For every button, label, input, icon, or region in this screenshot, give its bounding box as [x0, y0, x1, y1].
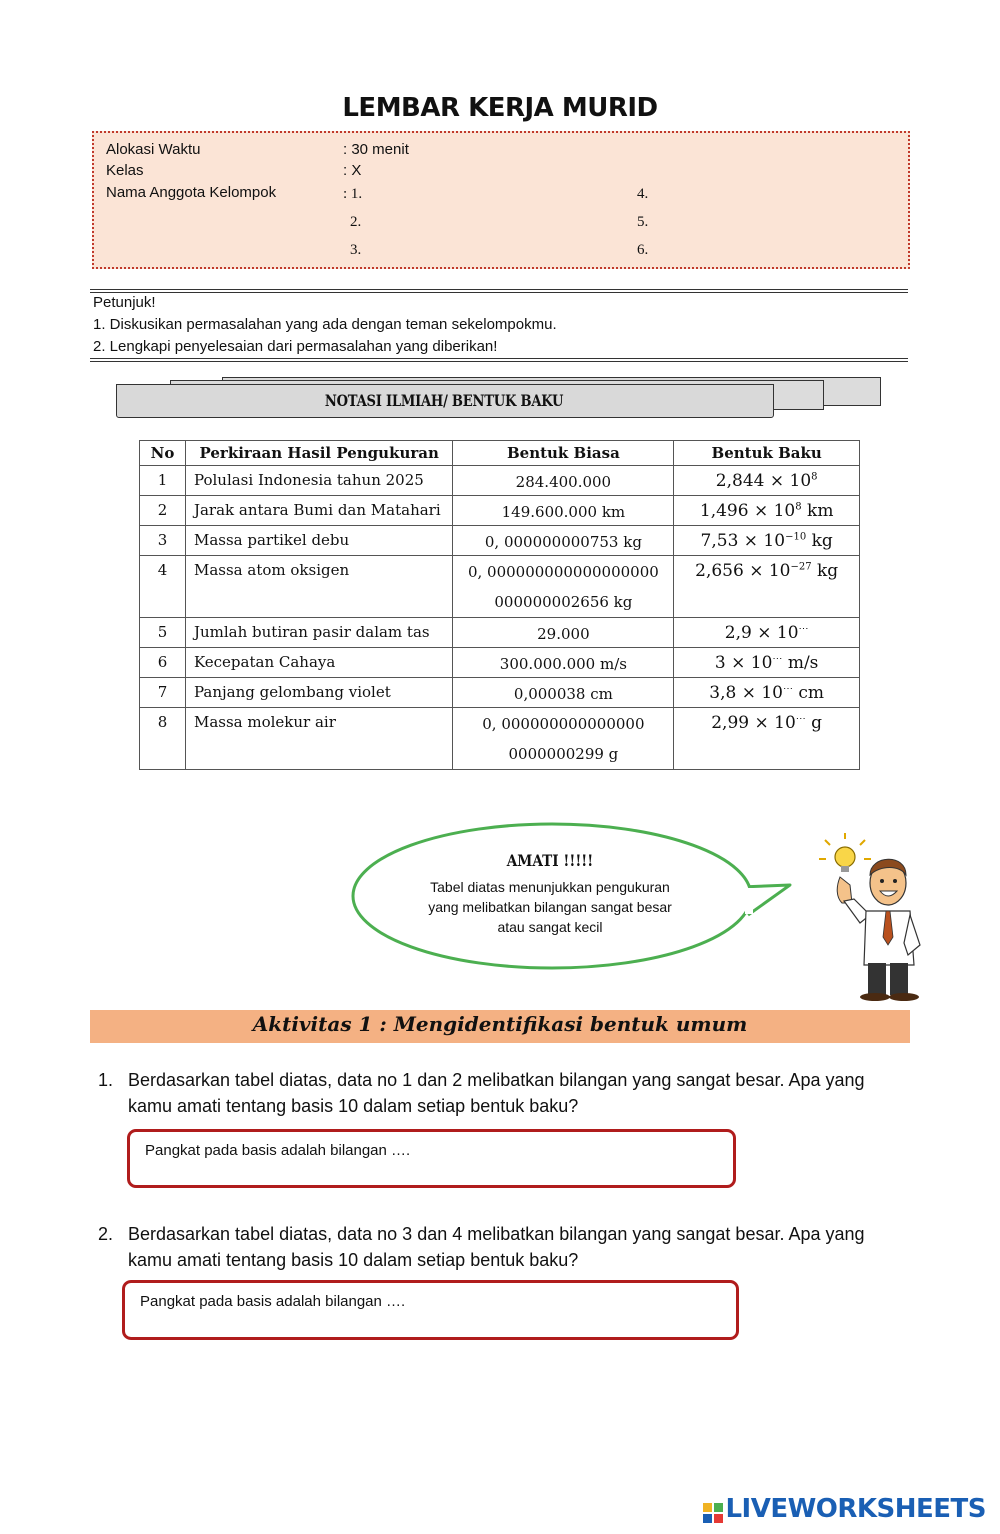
cell-ordinary-form [453, 708, 674, 770]
activity-title: Aktivitas 1 : Mengidentifikasi bentuk umum [252, 1012, 748, 1036]
member-3[interactable]: 3. [350, 242, 362, 258]
standard-base: 2,844 × 10 [715, 471, 812, 491]
notation-table [139, 440, 860, 770]
standard-unit: cm [793, 683, 825, 703]
table-row [140, 618, 860, 648]
header-no: No [140, 441, 186, 466]
header-standard-form: Bentuk Baku [674, 441, 860, 466]
standard-base: 7,53 × 10 [700, 531, 786, 551]
standard-unit: g [805, 713, 823, 733]
cell-standard-form [674, 496, 860, 526]
cell-standard-form [674, 648, 860, 678]
member-6[interactable]: 6. [637, 242, 649, 258]
members-label: Nama Anggota Kelompok [106, 184, 277, 201]
divider [90, 289, 908, 290]
cell-no: 2 [140, 496, 186, 526]
cell-ordinary-form [453, 648, 674, 678]
page-title: LEMBAR KERJA MURID [342, 93, 658, 123]
ordinary-form-line: 000000002656 kg [494, 593, 633, 611]
standard-base: 3,8 × 10 [709, 683, 783, 703]
cell-ordinary-form [453, 526, 674, 556]
time-label: Alokasi Waktu [106, 141, 201, 158]
cell-measurement: Panjang gelombang violet [185, 678, 452, 708]
class-label: Kelas [106, 162, 144, 179]
divider [90, 358, 908, 359]
ordinary-form-line: 0, 000000000000000 [482, 715, 645, 733]
standard-exponent[interactable]: ⋯ [795, 713, 806, 725]
table-header-row [140, 441, 860, 466]
cell-ordinary-form [453, 556, 674, 618]
table-row [140, 526, 860, 556]
ordinary-form-line: 284.400.000 [515, 473, 612, 491]
instructions-heading: Petunjuk! [93, 294, 156, 311]
footer-logo[interactable] [703, 1494, 986, 1524]
question-number: 1. [98, 1070, 114, 1090]
ordinary-form-line: 0, 000000000753 kg [484, 533, 642, 551]
standard-exponent[interactable]: ⋯ [772, 653, 783, 665]
ordinary-form-line: 29.000 [537, 625, 590, 643]
standard-unit: kg [806, 531, 833, 551]
cell-no: 1 [140, 466, 186, 496]
cell-measurement: Massa partikel debu [185, 526, 452, 556]
standard-exponent[interactable]: 8 [811, 471, 818, 483]
thinking-man-icon [800, 815, 935, 1005]
lightbulb-icon [819, 833, 871, 872]
answer-box-2[interactable] [122, 1280, 739, 1340]
bubble-text: Tabel diatas menunjukkan pengukuran yang melibatkan bilangan sangat besar atau sangat kecil [428, 879, 672, 935]
cell-no: 7 [140, 678, 186, 708]
ordinary-form-line: 0,000038 cm [513, 685, 613, 703]
member-2[interactable]: 2. [350, 214, 362, 230]
standard-base: 2,9 × 10 [724, 623, 799, 643]
cell-measurement: Polulasi Indonesia tahun 2025 [185, 466, 452, 496]
table-row [140, 496, 860, 526]
cell-no: 4 [140, 556, 186, 618]
header-measurement: Perkiraan Hasil Pengukuran [185, 441, 452, 466]
standard-base: 1,496 × 10 [699, 501, 796, 521]
ordinary-form-line: 300.000.000 m/s [499, 655, 627, 673]
divider [90, 292, 908, 293]
instruction-item: 1. Diskusikan permasalahan yang ada dengan teman sekelompokmu. [93, 316, 557, 333]
table-row [140, 708, 860, 770]
member-4[interactable]: 4. [637, 186, 649, 202]
answer-prompt: Pangkat pada basis adalah bilangan …. [145, 1142, 411, 1159]
question-number: 2. [98, 1224, 114, 1244]
question-text: Berdasarkan tabel diatas, data no 3 dan 4 melibatkan bilangan yang sangat besar. Apa yang kamu amati tentang basis 10 dalam setiap bentuk baku? [128, 1224, 865, 1270]
standard-exponent[interactable]: ⋯ [783, 683, 793, 695]
cell-no: 6 [140, 648, 186, 678]
instruction-item: 2. Lengkapi penyelesaian dari permasalahan yang diberikan! [93, 338, 498, 355]
question-text: Berdasarkan tabel diatas, data no 1 dan 2 melibatkan bilangan yang sangat besar. Apa yang kamu amati tentang basis 10 dalam setiap bentuk baku? [128, 1070, 865, 1116]
class-value: : X [343, 162, 362, 179]
table-row [140, 556, 860, 618]
header-ordinary-form: Bentuk Biasa [453, 441, 674, 466]
divider [90, 361, 908, 362]
cell-measurement: Jumlah butiran pasir dalam tas [185, 618, 452, 648]
table-row [140, 466, 860, 496]
standard-base: 2,656 × 10 [695, 561, 791, 581]
ordinary-form-line: 0, 000000000000000000 [467, 563, 659, 581]
cell-ordinary-form [453, 496, 674, 526]
cell-no: 8 [140, 708, 186, 770]
cell-measurement: Jarak antara Bumi dan Matahari [185, 496, 452, 526]
cell-measurement: Kecepatan Cahaya [185, 648, 452, 678]
cell-measurement: Massa atom oksigen [185, 556, 452, 618]
standard-unit: kg [811, 561, 839, 581]
standard-base: 3 × 10 [714, 653, 773, 673]
cell-standard-form [674, 526, 860, 556]
cell-no: 5 [140, 618, 186, 648]
cell-ordinary-form [453, 678, 674, 708]
cell-no: 3 [140, 526, 186, 556]
banner-title: NOTASI ILMIAH/ BENTUK BAKU [324, 391, 564, 410]
standard-base: 2,99 × 10 [711, 713, 796, 733]
ordinary-form-line: 0000000299 g [508, 745, 619, 763]
standard-unit: km [801, 501, 834, 521]
cell-standard-form [674, 708, 860, 770]
footer-text: LIVEWORKSHEETS [725, 1494, 986, 1524]
answer-prompt: Pangkat pada basis adalah bilangan …. [140, 1293, 406, 1310]
table-row [140, 648, 860, 678]
cell-standard-form [674, 618, 860, 648]
standard-exponent[interactable]: ⋯ [798, 623, 809, 635]
table-row [140, 678, 860, 708]
cell-standard-form [674, 466, 860, 496]
standard-unit: m/s [782, 653, 819, 673]
time-value: : 30 menit [343, 141, 409, 158]
cell-ordinary-form [453, 466, 674, 496]
ordinary-form-line: 149.600.000 km [501, 503, 626, 521]
liveworksheets-icon [703, 1500, 723, 1520]
cell-standard-form [674, 678, 860, 708]
cell-measurement: Massa molekur air [185, 708, 452, 770]
bubble-title: AMATI !!!!! [506, 851, 594, 870]
cell-ordinary-form [453, 618, 674, 648]
standard-exponent[interactable]: 8 [795, 501, 802, 513]
standard-exponent[interactable]: −27 [790, 561, 812, 573]
member-5[interactable]: 5. [637, 214, 649, 230]
member-1[interactable]: : 1. [343, 186, 363, 202]
cell-standard-form [674, 556, 860, 618]
standard-exponent[interactable]: −10 [785, 531, 807, 543]
